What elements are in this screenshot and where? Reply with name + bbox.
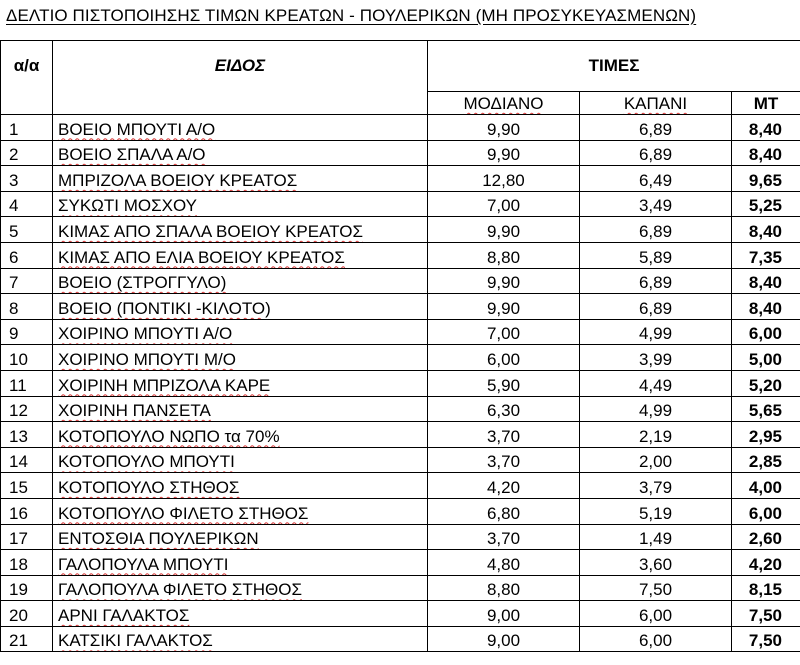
price-modiano: 4,80 (428, 550, 580, 576)
header-row-sub (1, 92, 800, 115)
row-number: 4 (1, 191, 53, 217)
item-name: ΚΙΜΑΣ ΑΠΟ ΣΠΑΛΑ ΒΟΕΙΟΥ ΚΡΕΑΤΟΣ (53, 217, 428, 243)
row-number: 1 (1, 115, 53, 141)
item-name: ΒΟΕΙΟ ΣΠΑΛΑ Α/Ο (53, 140, 428, 166)
item-name: ΧΟΙΡΙΝΟ ΜΠΟΥΤΙ Μ/Ο (53, 345, 428, 371)
table-row (1, 447, 800, 473)
row-number: 9 (1, 319, 53, 345)
price-modiano: 9,00 (428, 601, 580, 627)
price-table (0, 40, 800, 652)
price-mt: 7,50 (732, 626, 800, 652)
header-aa: α/α (1, 41, 53, 92)
price-modiano: 6,00 (428, 345, 580, 371)
price-mt: 8,40 (732, 217, 800, 243)
item-name: ΑΡΝΙ ΓΑΛΑΚΤΟΣ (53, 601, 428, 627)
price-kapani: 2,19 (580, 422, 732, 448)
table-row (1, 422, 800, 448)
price-modiano: 7,00 (428, 319, 580, 345)
price-mt: 8,40 (732, 294, 800, 320)
price-kapani: 6,00 (580, 601, 732, 627)
row-number: 19 (1, 575, 53, 601)
row-number: 15 (1, 473, 53, 499)
price-mt: 6,00 (732, 319, 800, 345)
table-row (1, 345, 800, 371)
price-mt: 8,40 (732, 115, 800, 141)
price-kapani: 1,49 (580, 524, 732, 550)
price-modiano: 4,20 (428, 473, 580, 499)
row-number: 8 (1, 294, 53, 320)
price-modiano: 9,90 (428, 268, 580, 294)
price-kapani: 7,50 (580, 575, 732, 601)
item-name: ΚΟΤΟΠΟΥΛΟ ΝΩΠΟ τα 70% (53, 422, 428, 448)
table-row (1, 370, 800, 396)
price-kapani: 3,79 (580, 473, 732, 499)
price-kapani: 6,89 (580, 294, 732, 320)
table-row (1, 626, 800, 652)
price-modiano: 5,90 (428, 370, 580, 396)
price-kapani: 6,89 (580, 115, 732, 141)
price-modiano: 9,90 (428, 294, 580, 320)
price-mt: 5,25 (732, 191, 800, 217)
price-modiano: 12,80 (428, 166, 580, 192)
price-kapani: 4,99 (580, 319, 732, 345)
price-mt: 7,35 (732, 242, 800, 268)
row-number: 3 (1, 166, 53, 192)
price-kapani: 6,89 (580, 268, 732, 294)
price-kapani: 2,00 (580, 447, 732, 473)
table-row (1, 268, 800, 294)
item-name: ΒΟΕΙΟ (ΠΟΝΤΙΚΙ -ΚΙΛΟΤΟ) (53, 294, 428, 320)
table-row (1, 294, 800, 320)
table-row (1, 498, 800, 524)
header-row-main (1, 41, 800, 92)
header-item: ΕΙΔΟΣ (53, 41, 428, 92)
row-number: 7 (1, 268, 53, 294)
item-name: ΚΑΤΣΙΚΙ ΓΑΛΑΚΤΟΣ (53, 626, 428, 652)
item-name: ΒΟΕΙΟ ΜΠΟΥΤΙ Α/Ο (53, 115, 428, 141)
item-name: ΚΟΤΟΠΟΥΛΟ ΜΠΟΥΤΙ (53, 447, 428, 473)
item-name: ΧΟΙΡΙΝΗ ΠΑΝΣΕΤΑ (53, 396, 428, 422)
price-kapani: 5,89 (580, 242, 732, 268)
price-mt: 7,50 (732, 601, 800, 627)
table-row (1, 575, 800, 601)
row-number: 12 (1, 396, 53, 422)
item-name: ΜΠΡΙΖΟΛΑ ΒΟΕΙΟΥ ΚΡΕΑΤΟΣ (53, 166, 428, 192)
row-number: 11 (1, 370, 53, 396)
item-name: ΚΟΤΟΠΟΥΛΟ ΣΤΗΘΟΣ (53, 473, 428, 499)
table-row (1, 601, 800, 627)
price-modiano: 6,80 (428, 498, 580, 524)
price-mt: 5,65 (732, 396, 800, 422)
price-modiano: 9,90 (428, 140, 580, 166)
row-number: 17 (1, 524, 53, 550)
price-mt: 8,15 (732, 575, 800, 601)
item-name: ΣΥΚΩΤΙ ΜΟΣΧΟΥ (53, 191, 428, 217)
table-row (1, 191, 800, 217)
price-kapani: 6,49 (580, 166, 732, 192)
document-title: ΔΕΛΤΙΟ ΠΙΣΤΟΠΟΙΗΣΗΣ ΤΙΜΩΝ ΚΡΕΑΤΩΝ - ΠΟΥΛΕΡΙΚΩΝ (ΜΗ ΠΡΟΣΥΚΕΥΑΣΜΕΝΩΝ) (6, 6, 697, 25)
item-name: ΕΝΤΟΣΘΙΑ ΠΟΥΛΕΡΙΚΩΝ (53, 524, 428, 550)
price-kapani: 6,00 (580, 626, 732, 652)
table-row (1, 550, 800, 576)
item-name: ΚΙΜΑΣ ΑΠΟ ΕΛΙΑ ΒΟΕΙΟΥ ΚΡΕΑΤΟΣ (53, 242, 428, 268)
header-item-blank (53, 92, 428, 115)
table-row (1, 396, 800, 422)
item-name: ΓΑΛΟΠΟΥΛΑ ΜΠΟΥΤΙ (53, 550, 428, 576)
price-kapani: 3,49 (580, 191, 732, 217)
price-mt: 6,00 (732, 498, 800, 524)
row-number: 20 (1, 601, 53, 627)
price-modiano: 3,70 (428, 447, 580, 473)
table-row (1, 166, 800, 192)
row-number: 6 (1, 242, 53, 268)
row-number: 10 (1, 345, 53, 371)
header-prices: ΤΙΜΕΣ (428, 41, 800, 92)
price-mt: 2,60 (732, 524, 800, 550)
table-row (1, 473, 800, 499)
table-row (1, 115, 800, 141)
price-kapani: 6,89 (580, 140, 732, 166)
price-mt: 2,85 (732, 447, 800, 473)
price-kapani: 3,99 (580, 345, 732, 371)
price-modiano: 8,80 (428, 575, 580, 601)
price-modiano: 7,00 (428, 191, 580, 217)
item-name: ΓΑΛΟΠΟΥΛΑ ΦΙΛΕΤΟ ΣΤΗΘΟΣ (53, 575, 428, 601)
price-kapani: 4,99 (580, 396, 732, 422)
row-number: 5 (1, 217, 53, 243)
table-row (1, 524, 800, 550)
price-mt: 4,20 (732, 550, 800, 576)
item-name: ΚΟΤΟΠΟΥΛΟ ΦΙΛΕΤΟ ΣΤΗΘΟΣ (53, 498, 428, 524)
price-mt: 4,00 (732, 473, 800, 499)
table-body (1, 115, 800, 652)
price-modiano: 9,90 (428, 217, 580, 243)
table-row (1, 140, 800, 166)
header-kapani: ΚΑΠΑΝΙ (580, 92, 732, 115)
price-kapani: 5,19 (580, 498, 732, 524)
header-modiano: ΜΟΔΙΑΝΟ (428, 92, 580, 115)
price-modiano: 3,70 (428, 422, 580, 448)
price-modiano: 8,80 (428, 242, 580, 268)
price-kapani: 4,49 (580, 370, 732, 396)
header-aa-blank (1, 92, 53, 115)
row-number: 16 (1, 498, 53, 524)
price-modiano: 9,90 (428, 115, 580, 141)
item-name: ΧΟΙΡΙΝΗ ΜΠΡΙΖΟΛΑ ΚΑΡΕ (53, 370, 428, 396)
price-kapani: 6,89 (580, 217, 732, 243)
row-number: 14 (1, 447, 53, 473)
header-mt: ΜΤ (732, 92, 800, 115)
table-row (1, 242, 800, 268)
price-mt: 9,65 (732, 166, 800, 192)
item-name: ΒΟΕΙΟ (ΣΤΡΟΓΓΥΛΟ) (53, 268, 428, 294)
row-number: 13 (1, 422, 53, 448)
price-modiano: 3,70 (428, 524, 580, 550)
price-mt: 8,40 (732, 140, 800, 166)
row-number: 21 (1, 626, 53, 652)
price-kapani: 3,60 (580, 550, 732, 576)
row-number: 2 (1, 140, 53, 166)
price-mt: 2,95 (732, 422, 800, 448)
price-modiano: 9,00 (428, 626, 580, 652)
item-name: ΧΟΙΡΙΝΟ ΜΠΟΥΤΙ Α/Ο (53, 319, 428, 345)
price-mt: 5,20 (732, 370, 800, 396)
table-row (1, 217, 800, 243)
price-mt: 8,40 (732, 268, 800, 294)
table-row (1, 319, 800, 345)
price-mt: 5,00 (732, 345, 800, 371)
price-modiano: 6,30 (428, 396, 580, 422)
row-number: 18 (1, 550, 53, 576)
